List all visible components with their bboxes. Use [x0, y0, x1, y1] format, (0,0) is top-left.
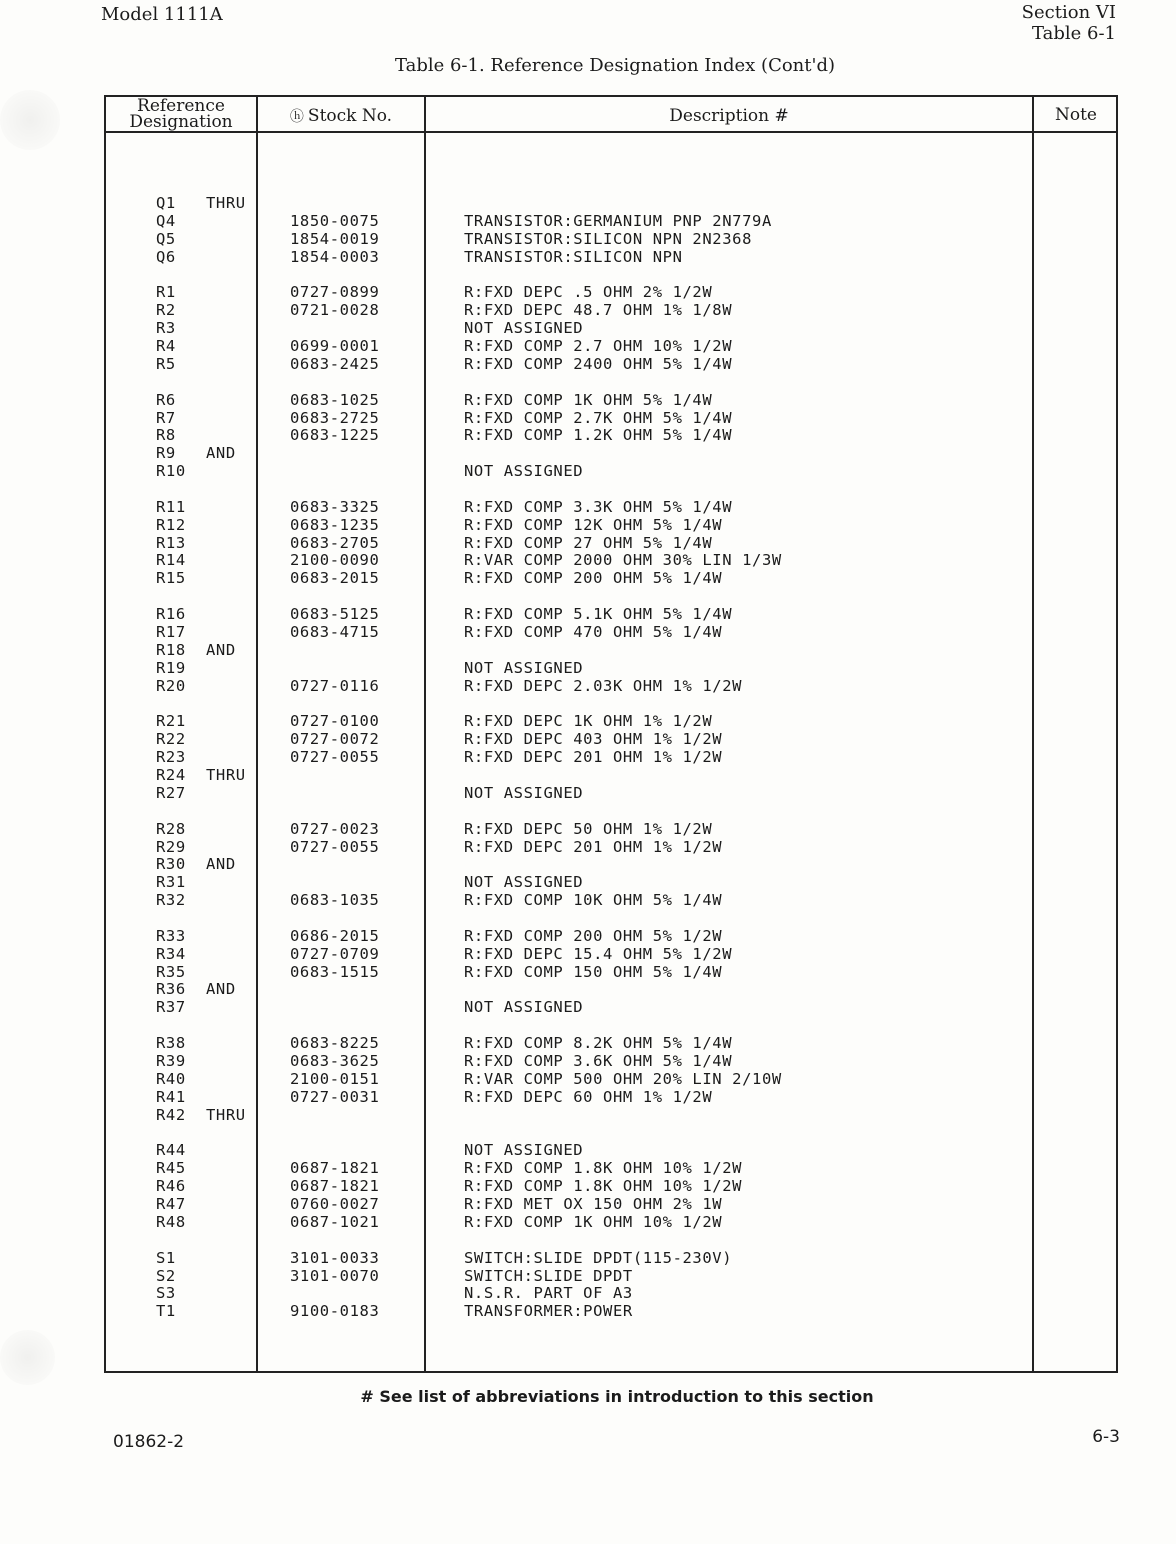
table-row	[106, 1267, 1116, 1285]
stock-number-cell: 0683-1515	[290, 962, 380, 981]
column-header-stock-no	[258, 97, 424, 131]
stock-number-cell: 0727-0055	[290, 837, 380, 856]
hp-logo-icon: ⓗ	[289, 109, 304, 125]
reference-designation-cell: R42	[156, 1105, 186, 1124]
reference-designation-cell: R13	[156, 533, 186, 552]
table-row	[106, 980, 1116, 998]
table-row	[106, 194, 1116, 212]
description-cell: R:FXD COMP 1K OHM 5% 1/4W	[464, 390, 713, 409]
stock-number-cell: 0683-2015	[290, 569, 380, 588]
reference-designation-cell: R3	[156, 319, 176, 338]
table-row	[106, 998, 1116, 1016]
description-cell: R:FXD COMP 12K OHM 5% 1/4W	[464, 515, 723, 534]
table-row	[106, 730, 1116, 748]
range-connector-cell: THRU	[206, 765, 246, 784]
table-row	[106, 677, 1116, 695]
stock-number-cell: 0727-0023	[290, 819, 380, 838]
description-cell: R:FXD COMP 8.2K OHM 5% 1/4W	[464, 1034, 733, 1053]
reference-designation-cell: R24	[156, 765, 186, 784]
stock-number-cell: 0683-8225	[290, 1034, 380, 1053]
reference-designation-cell: R48	[156, 1212, 186, 1231]
reference-designation-cell: R1	[156, 283, 176, 302]
document-number: 01862-2	[113, 1432, 185, 1452]
column-header-note: Note	[1054, 105, 1097, 125]
table-row	[106, 766, 1116, 784]
description-cell: R:FXD COMP 150 OHM 5% 1/4W	[464, 962, 723, 981]
table-row	[106, 248, 1116, 266]
stock-number-cell: 1854-0003	[290, 247, 380, 266]
reference-designation-cell: R18	[156, 640, 186, 659]
reference-designation-cell: R36	[156, 980, 186, 999]
table-row	[106, 1070, 1116, 1088]
table-row	[106, 301, 1116, 319]
reference-designation-cell: R47	[156, 1194, 186, 1213]
reference-designation-cell: T1	[156, 1302, 176, 1321]
description-cell: TRANSISTOR:GERMANIUM PNP 2N779A	[464, 211, 772, 230]
reference-designation-cell: R32	[156, 891, 186, 910]
stock-number-cell: 0686-2015	[290, 926, 380, 945]
reference-designation-cell: R16	[156, 605, 186, 624]
description-cell: R:FXD COMP 1K OHM 10% 1/2W	[464, 1212, 723, 1231]
column-header-line: Reference	[137, 96, 225, 116]
table-row	[106, 212, 1116, 230]
description-cell: NOT ASSIGNED	[464, 1141, 584, 1160]
table-row	[106, 1213, 1116, 1231]
table-row	[106, 551, 1116, 569]
model-label: Model 1111A	[101, 4, 223, 25]
table-row	[106, 1410, 1116, 1428]
table-row	[106, 534, 1116, 552]
reference-designation-cell: R7	[156, 408, 176, 427]
description-cell: TRANSFORMER:POWER	[464, 1302, 633, 1321]
table-row	[106, 355, 1116, 373]
stock-number-cell: 0760-0027	[290, 1194, 380, 1213]
table-row	[106, 1034, 1116, 1052]
stock-number-cell: 0687-1821	[290, 1159, 380, 1178]
description-cell: R:FXD DEPC 201 OHM 1% 1/2W	[464, 837, 723, 856]
description-cell: R:FXD COMP 2400 OHM 5% 1/4W	[464, 354, 733, 373]
stock-number-cell: 0683-1235	[290, 515, 380, 534]
stock-number-cell: 9100-0183	[290, 1302, 380, 1321]
reference-designation-cell: R46	[156, 1177, 186, 1196]
table-row	[106, 337, 1116, 355]
description-cell: R:VAR COMP 500 OHM 20% LIN 2/10W	[464, 1069, 782, 1088]
reference-designation-cell: R41	[156, 1087, 186, 1106]
table-row	[106, 230, 1116, 248]
table-row	[106, 712, 1116, 730]
table-row	[106, 498, 1116, 516]
reference-designation-cell: R8	[156, 426, 176, 445]
description-cell: R:FXD DEPC 15.4 OHM 5% 1/2W	[464, 944, 733, 963]
stock-number-cell: 0683-4715	[290, 623, 380, 641]
reference-designation-cell: R38	[156, 1034, 186, 1053]
description-cell: R:FXD COMP 5.1K OHM 5% 1/4W	[464, 605, 733, 624]
stock-number-cell: 3101-0070	[290, 1266, 380, 1285]
reference-designation-cell: R28	[156, 819, 186, 838]
reference-designation-cell: R39	[156, 1052, 186, 1070]
reference-designation-cell: Q5	[156, 229, 176, 248]
description-cell: TRANSISTOR:SILICON NPN 2N2368	[464, 229, 753, 248]
reference-designation-cell: R44	[156, 1141, 186, 1160]
description-cell: SWITCH:SLIDE DPDT(115-230V)	[464, 1248, 733, 1267]
stock-number-cell: 0683-1025	[290, 390, 380, 409]
table-row	[106, 516, 1116, 534]
reference-designation-table	[104, 95, 1118, 1373]
description-cell: TRANSISTOR:SILICON NPN	[464, 247, 683, 266]
table-row	[106, 1195, 1116, 1213]
reference-designation-cell: R34	[156, 944, 186, 963]
footnote: # See list of abbreviations in introduction to this section	[360, 1387, 874, 1406]
description-cell: R:VAR COMP 2000 OHM 30% LIN 1/3W	[464, 551, 782, 570]
reference-designation-cell: R29	[156, 837, 186, 856]
description-cell: R:FXD COMP 2.7K OHM 5% 1/4W	[464, 408, 733, 427]
table-row	[106, 963, 1116, 981]
section-number: Section VI	[1021, 2, 1116, 23]
scan-hole-mark	[0, 1330, 55, 1385]
table-row	[106, 283, 1116, 301]
reference-designation-cell: R37	[156, 998, 186, 1017]
reference-designation-cell: S2	[156, 1266, 176, 1285]
table-row	[106, 659, 1116, 677]
scan-hole-mark	[0, 90, 60, 150]
reference-designation-cell: R9	[156, 444, 176, 463]
table-row	[106, 873, 1116, 891]
description-cell: NOT ASSIGNED	[464, 873, 584, 892]
reference-designation-cell: R23	[156, 748, 186, 767]
description-cell: R:FXD COMP 200 OHM 5% 1/4W	[464, 569, 723, 588]
stock-number-cell: 0683-3625	[290, 1052, 380, 1070]
description-cell: R:FXD DEPC 48.7 OHM 1% 1/8W	[464, 301, 733, 320]
table-row	[106, 623, 1116, 641]
table-row	[106, 409, 1116, 427]
table-row	[106, 1106, 1116, 1124]
table-row	[106, 1141, 1116, 1159]
range-connector-cell: AND	[206, 980, 236, 999]
reference-designation-cell: R19	[156, 658, 186, 677]
table-row	[106, 605, 1116, 623]
description-cell: NOT ASSIGNED	[464, 658, 584, 677]
table-row	[106, 319, 1116, 337]
reference-designation-cell: R45	[156, 1159, 186, 1178]
stock-number-cell: 0687-1021	[290, 1212, 380, 1231]
description-cell: R:FXD COMP 200 OHM 5% 1/2W	[464, 926, 723, 945]
table-row	[106, 784, 1116, 802]
description-cell: R:FXD COMP 470 OHM 5% 1/4W	[464, 623, 723, 641]
reference-designation-cell: S3	[156, 1284, 176, 1303]
stock-number-cell: 0727-0899	[290, 283, 380, 302]
description-cell: R:FXD COMP 1.8K OHM 10% 1/2W	[464, 1177, 743, 1196]
stock-number-cell: 0683-2425	[290, 354, 380, 373]
section-label	[1022, 2, 1116, 44]
description-cell: R:FXD COMP 3.3K OHM 5% 1/4W	[464, 497, 733, 516]
description-cell: R:FXD COMP 27 OHM 5% 1/4W	[464, 533, 713, 552]
description-cell: N.S.R. PART OF A3	[464, 1284, 633, 1303]
description-cell: NOT ASSIGNED	[464, 783, 584, 802]
description-cell: R:FXD DEPC 50 OHM 1% 1/2W	[464, 819, 713, 838]
range-connector-cell: AND	[206, 640, 236, 659]
description-cell: SWITCH:SLIDE DPDT	[464, 1266, 633, 1285]
stock-number-cell: 0683-1035	[290, 891, 380, 910]
column-header-reference-designation	[106, 97, 256, 132]
range-connector-cell: THRU	[206, 1105, 246, 1124]
stock-number-cell: 0683-5125	[290, 605, 380, 624]
column-header-text: Stock No.	[307, 106, 393, 126]
reference-designation-cell: R40	[156, 1069, 186, 1088]
column-header-description: Description #	[669, 106, 789, 126]
reference-designation-cell: R31	[156, 873, 186, 892]
reference-designation-cell: R17	[156, 623, 186, 641]
reference-designation-cell: Q1	[156, 194, 176, 212]
table-row	[106, 1356, 1116, 1374]
stock-number-cell: 1850-0075	[290, 211, 380, 230]
table-row	[106, 426, 1116, 444]
stock-number-cell: 0727-0031	[290, 1087, 380, 1106]
stock-number-cell: 2100-0090	[290, 551, 380, 570]
description-cell: R:FXD MET OX 150 OHM 2% 1W	[464, 1194, 723, 1213]
stock-number-cell: 2100-0151	[290, 1069, 380, 1088]
table-row	[106, 748, 1116, 766]
stock-number-cell: 0683-3325	[290, 497, 380, 516]
reference-designation-cell: R6	[156, 390, 176, 409]
reference-designation-cell: R12	[156, 515, 186, 534]
reference-designation-cell: R15	[156, 569, 186, 588]
description-cell: NOT ASSIGNED	[464, 998, 584, 1017]
stock-number-cell: 3101-0033	[290, 1248, 380, 1267]
table-row	[106, 569, 1116, 587]
reference-designation-cell: Q4	[156, 211, 176, 230]
table-row	[106, 641, 1116, 659]
reference-designation-cell: R5	[156, 354, 176, 373]
header-divider	[106, 131, 1116, 133]
stock-number-cell: 0721-0028	[290, 301, 380, 320]
table-row	[106, 1284, 1116, 1302]
reference-designation-cell: S1	[156, 1248, 176, 1267]
description-cell: R:FXD DEPC 403 OHM 1% 1/2W	[464, 730, 723, 749]
table-row	[106, 462, 1116, 480]
page-number: 6-3	[1092, 1427, 1120, 1447]
reference-designation-cell: R2	[156, 301, 176, 320]
description-cell: R:FXD DEPC 2.03K OHM 1% 1/2W	[464, 676, 743, 695]
stock-number-cell: 0727-0709	[290, 944, 380, 963]
range-connector-cell: AND	[206, 444, 236, 463]
table-row	[106, 1088, 1116, 1106]
stock-number-cell: 1854-0019	[290, 229, 380, 248]
reference-designation-cell: R33	[156, 926, 186, 945]
table-number: Table 6-1	[1032, 23, 1116, 44]
range-connector-cell: THRU	[206, 194, 246, 212]
table-row	[106, 891, 1116, 909]
table-row	[106, 820, 1116, 838]
table-row	[106, 444, 1116, 462]
table-row	[106, 927, 1116, 945]
stock-number-cell: 0683-2705	[290, 533, 380, 552]
stock-number-cell: 0727-0116	[290, 676, 380, 695]
stock-number-cell: 0687-1821	[290, 1177, 380, 1196]
description-cell: NOT ASSIGNED	[464, 319, 584, 338]
reference-designation-cell: R30	[156, 855, 186, 874]
stock-number-cell: 0683-2725	[290, 408, 380, 427]
description-cell: R:FXD DEPC 1K OHM 1% 1/2W	[464, 712, 713, 731]
description-cell: R:FXD DEPC .5 OHM 2% 1/2W	[464, 283, 713, 302]
stock-number-cell: 0683-1225	[290, 426, 380, 445]
table-row	[106, 838, 1116, 856]
stock-number-cell: 0699-0001	[290, 336, 380, 355]
reference-designation-cell: R22	[156, 730, 186, 749]
range-connector-cell: AND	[206, 855, 236, 874]
reference-designation-cell: R20	[156, 676, 186, 695]
description-cell: R:FXD COMP 2.7 OHM 10% 1/2W	[464, 336, 733, 355]
reference-designation-cell: R35	[156, 962, 186, 981]
stock-number-cell: 0727-0055	[290, 748, 380, 767]
table-row	[106, 1338, 1116, 1356]
reference-designation-cell: R27	[156, 783, 186, 802]
description-cell: R:FXD COMP 1.2K OHM 5% 1/4W	[464, 426, 733, 445]
description-cell: R:FXD COMP 3.6K OHM 5% 1/4W	[464, 1052, 733, 1070]
column-header-line: Designation	[129, 112, 233, 132]
reference-designation-cell: R10	[156, 462, 186, 481]
stock-number-cell: 0727-0100	[290, 712, 380, 731]
description-cell: R:FXD DEPC 201 OHM 1% 1/2W	[464, 748, 723, 767]
table-row	[106, 945, 1116, 963]
table-row	[106, 1159, 1116, 1177]
table-row	[106, 1052, 1116, 1070]
description-cell: R:FXD COMP 10K OHM 5% 1/4W	[464, 891, 723, 910]
description-cell: R:FXD COMP 1.8K OHM 10% 1/2W	[464, 1159, 743, 1178]
description-cell: NOT ASSIGNED	[464, 462, 584, 481]
reference-designation-cell: R4	[156, 336, 176, 355]
reference-designation-cell: R21	[156, 712, 186, 731]
reference-designation-cell: R14	[156, 551, 186, 570]
table-title: Table 6-1. Reference Designation Index (Cont'd)	[394, 55, 835, 76]
table-row	[106, 1177, 1116, 1195]
table-row	[106, 1302, 1116, 1320]
reference-designation-cell: Q6	[156, 247, 176, 266]
table-row	[106, 855, 1116, 873]
description-cell: R:FXD DEPC 60 OHM 1% 1/2W	[464, 1087, 713, 1106]
reference-designation-cell: R11	[156, 497, 186, 516]
table-row	[106, 1249, 1116, 1267]
table-row	[106, 391, 1116, 409]
stock-number-cell: 0727-0072	[290, 730, 380, 749]
